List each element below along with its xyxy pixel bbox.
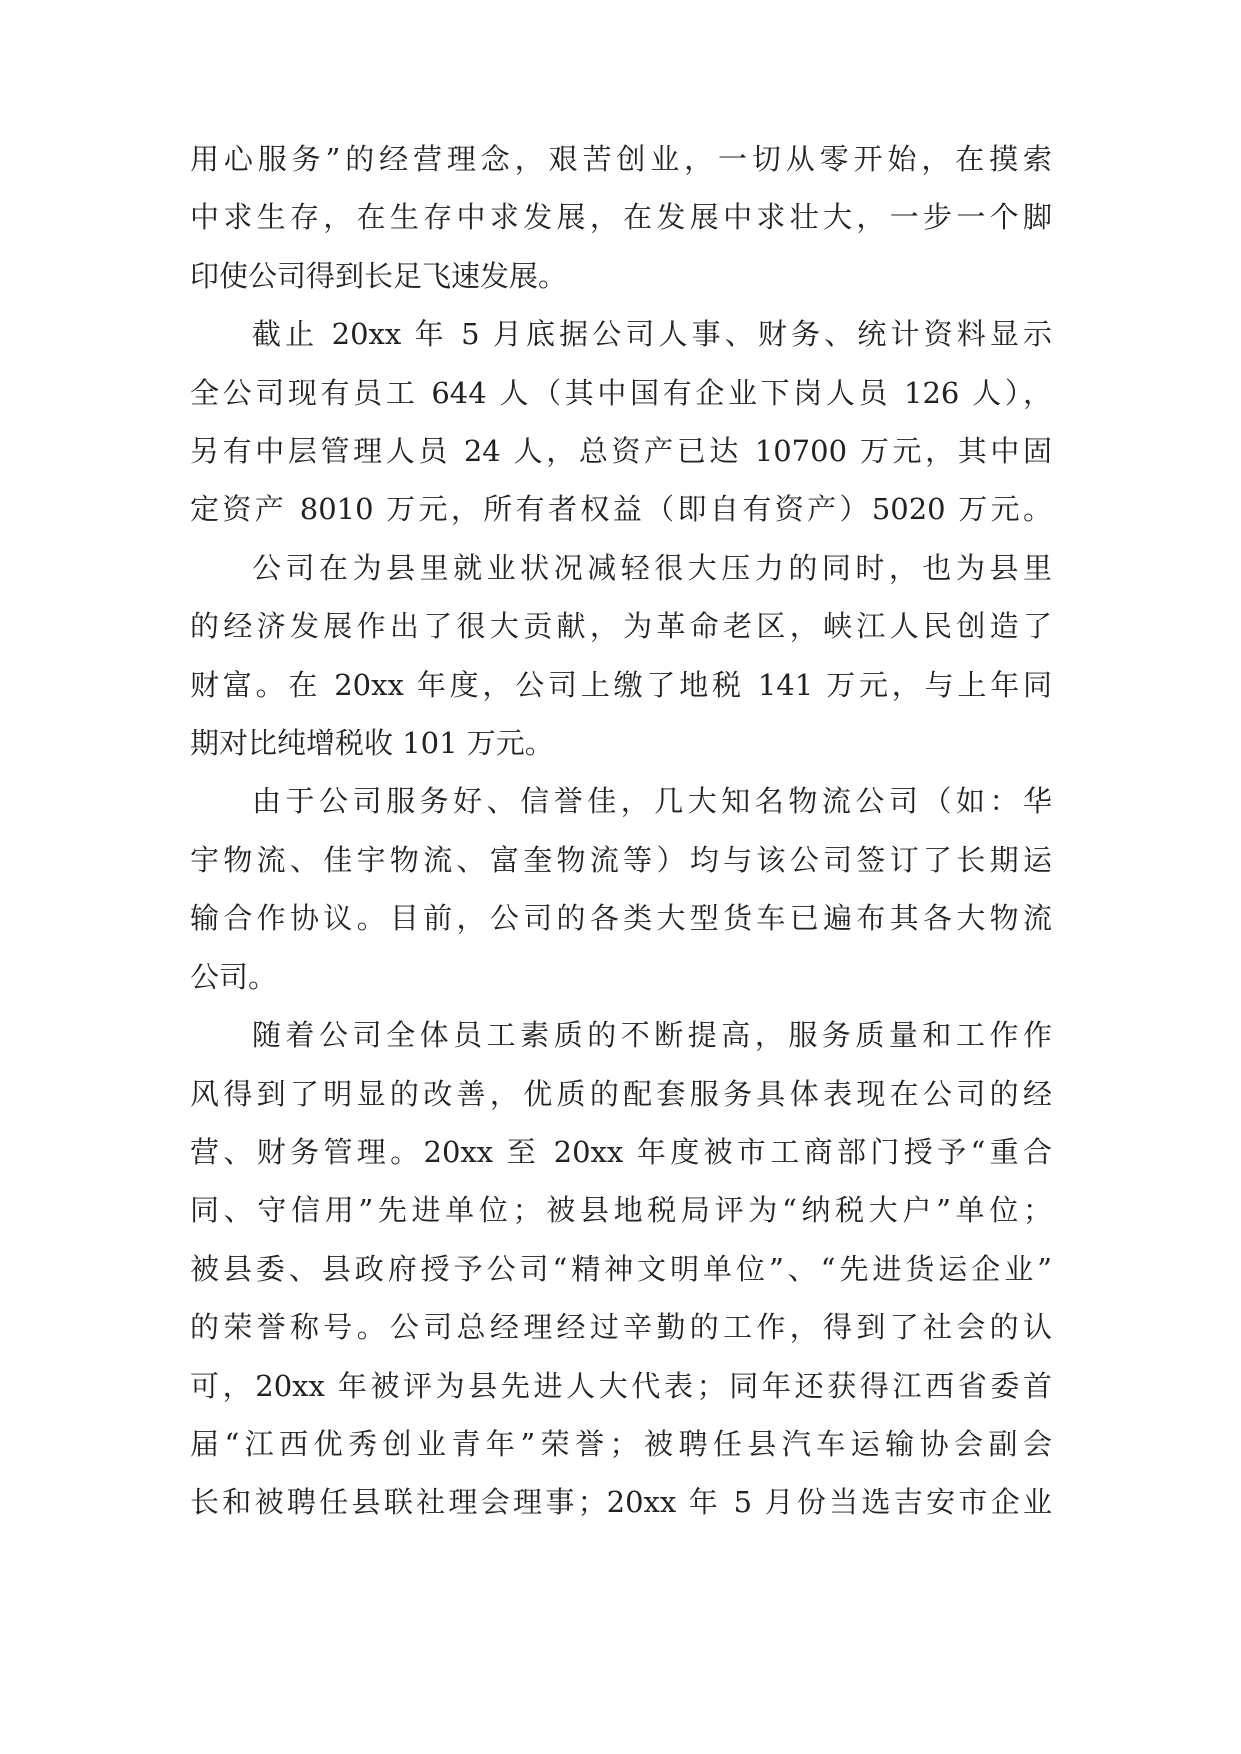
text-line: 届“江西优秀创业青年”荣誉；被聘任县汽车运输协会副会 xyxy=(190,1426,1052,1461)
text-line: 营、财务管理。20xx 至 20xx 年度被市工商部门授予“重合 xyxy=(190,1134,1052,1169)
text-line: 输合作协议。目前，公司的各类大型货车已遍布其各大物流 xyxy=(190,901,1052,936)
document-body xyxy=(190,130,1052,1532)
text-line: 可，20xx 年被评为县先进人大代表；同年还获得江西省委首 xyxy=(190,1368,1052,1403)
text-line: 的荣誉称号。公司总经理经过辛勤的工作，得到了社会的认 xyxy=(190,1310,1052,1345)
paragraph-2 xyxy=(190,305,1052,539)
text-line: 公司在为县里就业状况减轻很大压力的同时，也为县里 xyxy=(252,550,1052,585)
paragraph-4 xyxy=(190,772,1052,1006)
text-line: 期对比纯增税收 101 万元。 xyxy=(190,726,554,761)
text-line: 被县委、县政府授予公司“精神文明单位”、“先进货运企业” xyxy=(190,1251,1052,1286)
text-line: 风得到了明显的改善，优质的配套服务具体表现在公司的经 xyxy=(190,1076,1052,1111)
text-line: 用心服务”的经营理念，艰苦创业，一切从零开始，在摸索 xyxy=(190,142,1052,176)
text-line: 由于公司服务好、信誉佳，几大知名物流公司（如：华 xyxy=(252,784,1052,819)
text-line: 的经济发展作出了很大贡献，为革命老区，峡江人民创造了 xyxy=(190,609,1052,644)
text-line: 印使公司得到长足飞速发展。 xyxy=(190,258,568,293)
text-line: 财富。在 20xx 年度，公司上缴了地税 141 万元，与上年同 xyxy=(190,667,1052,702)
text-line: 随着公司全体员工素质的不断提高，服务质量和工作作 xyxy=(252,1018,1052,1053)
text-line: 截止 20xx 年 5 月底据公司人事、财务、统计资料显示 xyxy=(252,317,1052,352)
text-line: 另有中层管理人员 24 人，总资产已达 10700 万元，其中固 xyxy=(190,434,1052,469)
text-line: 中求生存，在生存中求发展，在发展中求壮大，一步一个脚 xyxy=(190,200,1052,235)
text-line: 宇物流、佳宇物流、富奎物流等）均与该公司签订了长期运 xyxy=(190,842,1052,877)
text-line: 同、守信用”先进单位；被县地税局评为“纳税大户”单位； xyxy=(190,1193,1052,1228)
text-line: 全公司现有员工 644 人（其中国有企业下岗人员 126 人）， xyxy=(190,375,1052,410)
text-line: 长和被聘任县联社理会理事；20xx 年 5 月份当选吉安市企业 xyxy=(190,1485,1052,1520)
paragraph-1 xyxy=(190,130,1052,305)
paragraph-3 xyxy=(190,539,1052,773)
paragraph-5 xyxy=(190,1006,1052,1532)
text-line: 定资产 8010 万元，所有者权益（即自有资产）5020 万元。 xyxy=(190,492,1052,527)
text-line: 公司。 xyxy=(190,959,278,994)
